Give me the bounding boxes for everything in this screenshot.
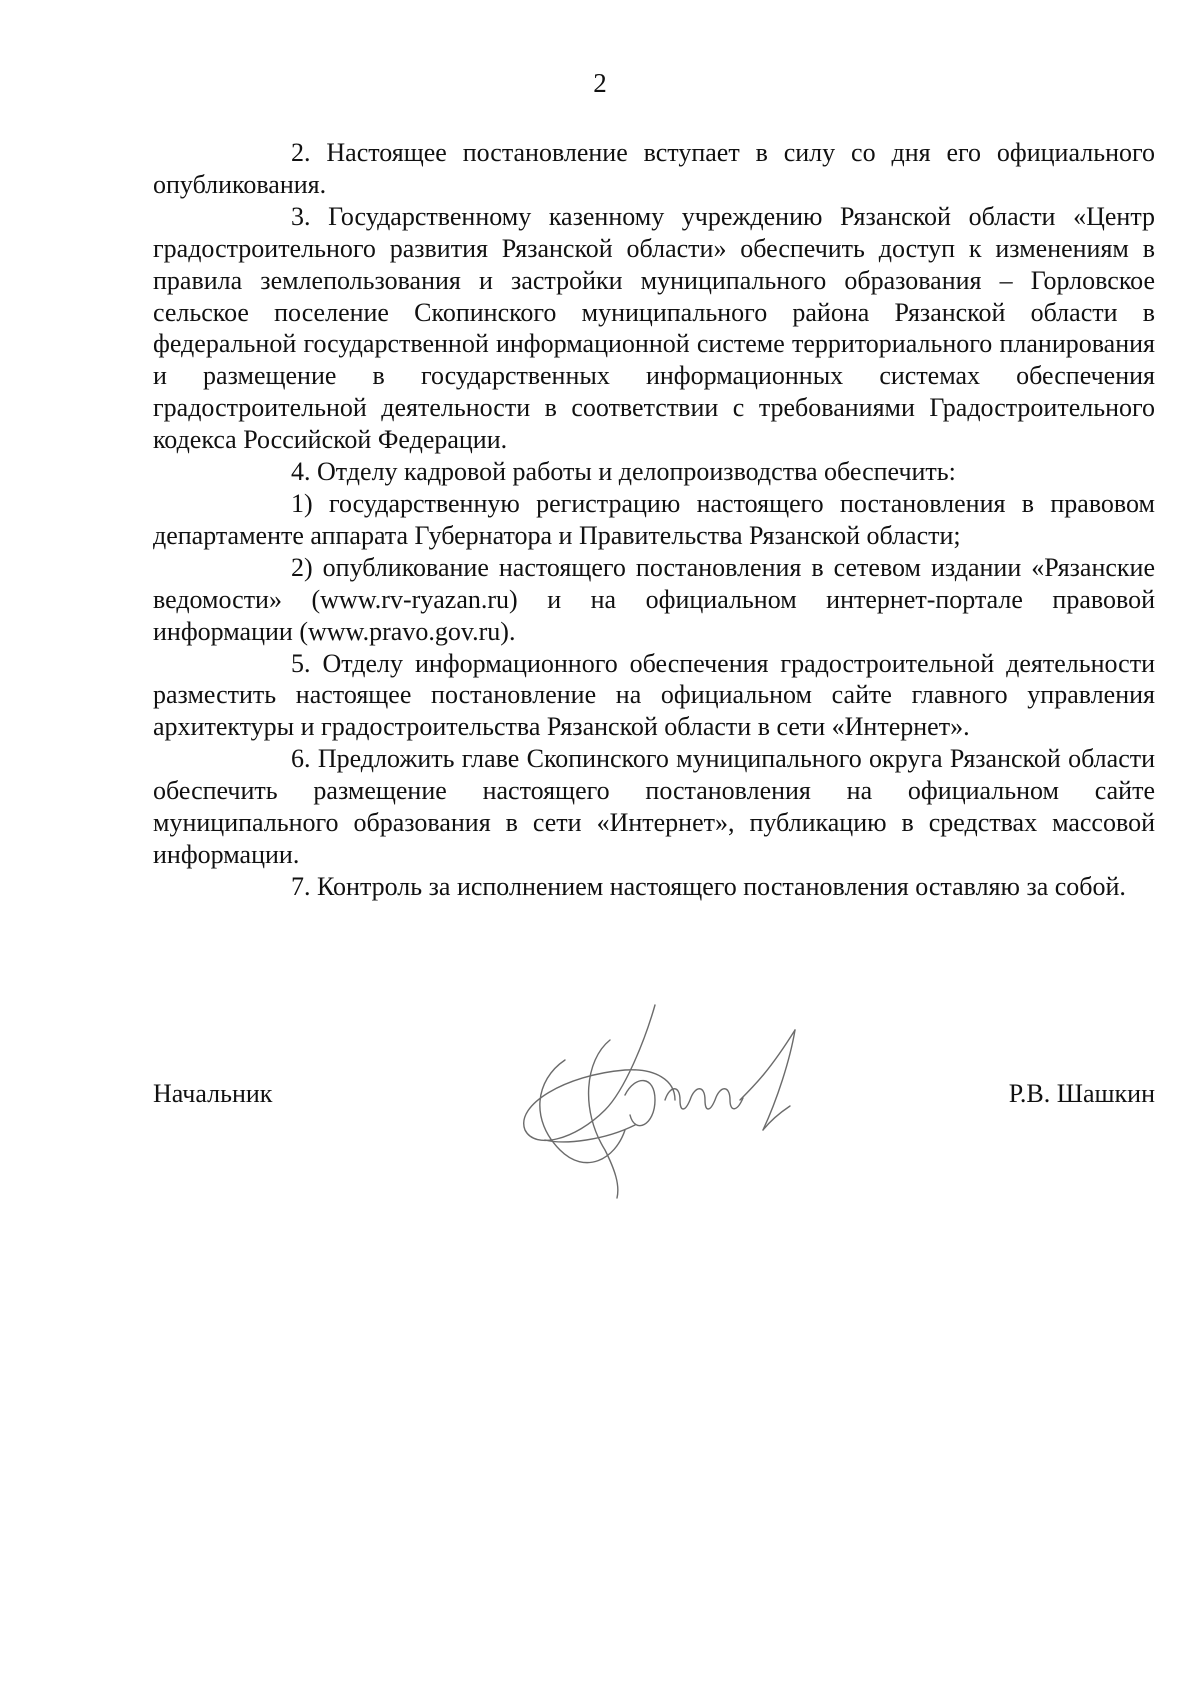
paragraph-number: 2.	[291, 138, 311, 167]
paragraph-number: 5.	[291, 648, 311, 678]
paragraph-text: Отделу кадровой работы и делопроизводства обеспечить:	[317, 457, 956, 487]
signatory-title: Начальник	[153, 1079, 273, 1108]
paragraph-number: 3.	[291, 201, 311, 231]
paragraph-text: Государственному казенному учреждению Рязанской области «Центр градостроительного развития Рязанской области» обеспечить доступ к изменениям в правила землепользования и застройки муниципального образования – Горловское сельское поселение Скопинского муниципального района Рязанской области в федеральной государственной информационной системе территориального планирования и размещение в государственных информационных системах обеспечения градостроительной деятельности в соответствии с требованиями Градостроительного кодекса Российской Федерации.	[153, 201, 1156, 455]
paragraph-4-2	[153, 552, 1155, 648]
paragraph-text: Настоящее постановление вступает в силу со дня его официального опубликования.	[153, 138, 1156, 199]
paragraph-number: 4.	[291, 457, 311, 487]
page-number: 2	[593, 68, 607, 98]
paragraph-text: опубликование настоящего постановления в сетевом издании «Рязанские ведомости» (www.rv-ryazan.ru) и на официальном интернет-портале правовой информации (www.pravo.gov.ru).	[153, 552, 1156, 646]
paragraph-2	[153, 137, 1155, 201]
paragraph-7	[153, 871, 1155, 903]
paragraph-number: 6.	[291, 744, 311, 774]
paragraph-4-1	[153, 488, 1155, 552]
paragraph-6	[153, 743, 1155, 871]
handwritten-signature	[505, 1000, 865, 1200]
paragraph-3	[153, 201, 1155, 456]
paragraph-text: Отделу информационного обеспечения градостроительной деятельности разместить настоящее постановление на официальном сайте главного управления архитектуры и градостроительства Рязанской области в сети «Интернет».	[153, 648, 1156, 742]
paragraph-text: Контроль за исполнением настоящего постановления оставляю за собой.	[317, 871, 1126, 901]
paragraph-4	[153, 456, 1155, 488]
paragraph-text: Предложить главе Скопинского муниципального округа Рязанской области обеспечить размещение настоящего постановления на официальном сайте муниципального образования в сети «Интернет», публикацию в средствах массовой информации.	[153, 744, 1156, 869]
paragraph-number: 7.	[291, 871, 311, 901]
document-body	[153, 137, 1155, 903]
paragraph-text: государственную регистрацию настоящего постановления в правовом департаменте аппарата Губернатора и Правительства Рязанской области;	[153, 488, 1155, 550]
signatory-name: Р.В. Шашкин	[1008, 1079, 1155, 1108]
paragraph-number: 2)	[291, 552, 313, 582]
paragraph-5	[153, 648, 1155, 744]
paragraph-number: 1)	[291, 488, 313, 518]
